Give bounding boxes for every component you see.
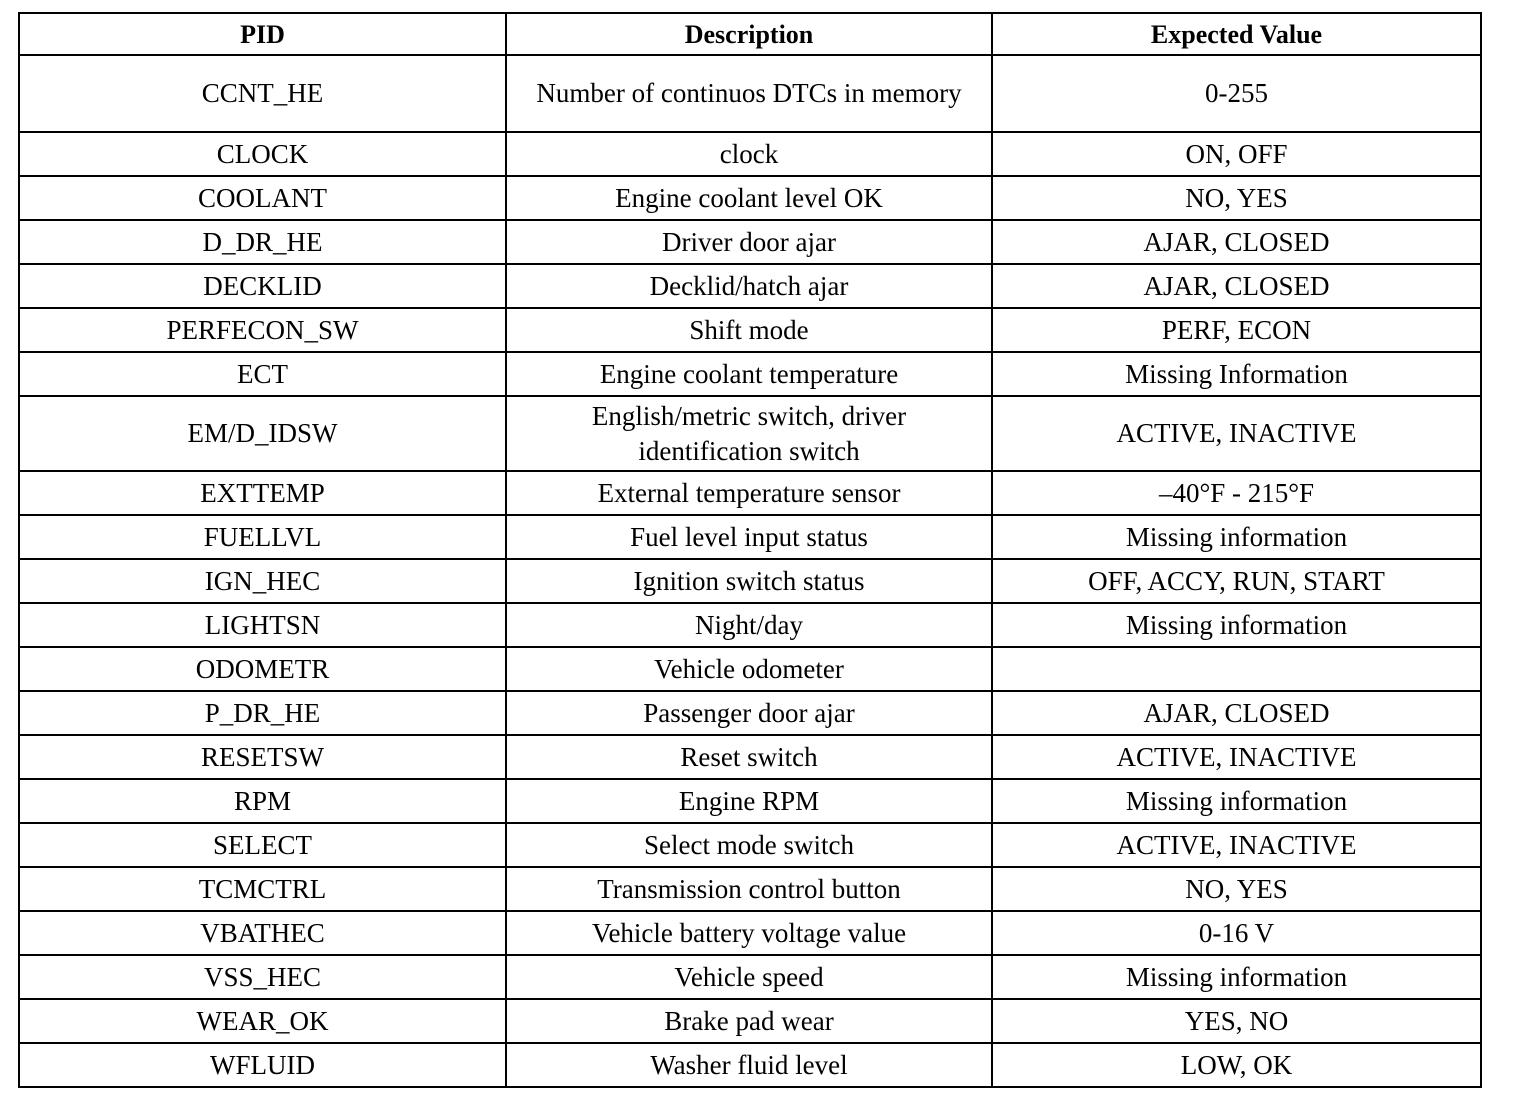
cell-pid: ECT [19, 352, 506, 396]
cell-description: Passenger door ajar [506, 691, 992, 735]
table-row [19, 823, 1481, 867]
cell-pid: FUELLVL [19, 515, 506, 559]
cell-description: Reset switch [506, 735, 992, 779]
cell-pid: PERFECON_SW [19, 308, 506, 352]
cell-expected-value: ACTIVE, INACTIVE [992, 823, 1481, 867]
header-row [19, 13, 1481, 55]
table-row [19, 603, 1481, 647]
table-row [19, 999, 1481, 1043]
header-description: Description [506, 13, 992, 55]
cell-expected-value: ACTIVE, INACTIVE [992, 396, 1481, 471]
table-row [19, 471, 1481, 515]
cell-expected-value: OFF, ACCY, RUN, START [992, 559, 1481, 603]
cell-expected-value: Missing information [992, 955, 1481, 999]
cell-pid: VBATHEC [19, 911, 506, 955]
cell-expected-value: ACTIVE, INACTIVE [992, 735, 1481, 779]
cell-description: Vehicle odometer [506, 647, 992, 691]
cell-description: External temperature sensor [506, 471, 992, 515]
cell-pid: ODOMETR [19, 647, 506, 691]
cell-pid: D_DR_HE [19, 220, 506, 264]
table-row [19, 132, 1481, 176]
pid-table [18, 12, 1482, 1088]
cell-description: Engine coolant level OK [506, 176, 992, 220]
table-body [19, 55, 1481, 1087]
cell-pid: CCNT_HE [19, 55, 506, 132]
cell-pid: SELECT [19, 823, 506, 867]
cell-description: Ignition switch status [506, 559, 992, 603]
header-expected-value: Expected Value [992, 13, 1481, 55]
cell-expected-value: LOW, OK [992, 1043, 1481, 1087]
table-row [19, 955, 1481, 999]
cell-pid: P_DR_HE [19, 691, 506, 735]
table-row [19, 779, 1481, 823]
cell-expected-value: Missing information [992, 515, 1481, 559]
table-row [19, 352, 1481, 396]
cell-description: Select mode switch [506, 823, 992, 867]
cell-description: English/metric switch, driver identification switch [506, 396, 992, 471]
cell-pid: COOLANT [19, 176, 506, 220]
cell-expected-value: 0-16 V [992, 911, 1481, 955]
cell-pid: VSS_HEC [19, 955, 506, 999]
cell-expected-value: Missing information [992, 603, 1481, 647]
cell-description: Decklid/hatch ajar [506, 264, 992, 308]
table-row [19, 867, 1481, 911]
cell-description: Night/day [506, 603, 992, 647]
table-row [19, 264, 1481, 308]
table-row [19, 559, 1481, 603]
cell-expected-value: PERF, ECON [992, 308, 1481, 352]
cell-pid: IGN_HEC [19, 559, 506, 603]
table-row [19, 515, 1481, 559]
cell-expected-value: –40°F - 215°F [992, 471, 1481, 515]
cell-description: Driver door ajar [506, 220, 992, 264]
cell-expected-value: NO, YES [992, 176, 1481, 220]
cell-pid: CLOCK [19, 132, 506, 176]
cell-description: Washer fluid level [506, 1043, 992, 1087]
cell-description: Number of continuos DTCs in memory [506, 55, 992, 132]
cell-expected-value: Missing information [992, 779, 1481, 823]
cell-expected-value: NO, YES [992, 867, 1481, 911]
table-row [19, 735, 1481, 779]
cell-description: Vehicle speed [506, 955, 992, 999]
cell-expected-value [992, 647, 1481, 691]
cell-description: Engine RPM [506, 779, 992, 823]
cell-expected-value: AJAR, CLOSED [992, 220, 1481, 264]
header-pid: PID [19, 13, 506, 55]
cell-expected-value: YES, NO [992, 999, 1481, 1043]
cell-pid: LIGHTSN [19, 603, 506, 647]
cell-expected-value: ON, OFF [992, 132, 1481, 176]
cell-description: Shift mode [506, 308, 992, 352]
table-row [19, 308, 1481, 352]
cell-pid: RESETSW [19, 735, 506, 779]
cell-pid: EM/D_IDSW [19, 396, 506, 471]
table-row [19, 911, 1481, 955]
cell-expected-value: AJAR, CLOSED [992, 691, 1481, 735]
cell-expected-value: Missing Information [992, 352, 1481, 396]
table-row [19, 1043, 1481, 1087]
table-row [19, 55, 1481, 132]
cell-pid: EXTTEMP [19, 471, 506, 515]
cell-pid: RPM [19, 779, 506, 823]
cell-pid: WFLUID [19, 1043, 506, 1087]
cell-description: clock [506, 132, 992, 176]
cell-description: Brake pad wear [506, 999, 992, 1043]
cell-expected-value: 0-255 [992, 55, 1481, 132]
table-row [19, 647, 1481, 691]
table-row [19, 396, 1481, 471]
cell-description: Engine coolant temperature [506, 352, 992, 396]
cell-expected-value: AJAR, CLOSED [992, 264, 1481, 308]
cell-description: Vehicle battery voltage value [506, 911, 992, 955]
cell-pid: WEAR_OK [19, 999, 506, 1043]
cell-description: Transmission control button [506, 867, 992, 911]
table-row [19, 691, 1481, 735]
cell-pid: DECKLID [19, 264, 506, 308]
table-row [19, 176, 1481, 220]
cell-pid: TCMCTRL [19, 867, 506, 911]
cell-description: Fuel level input status [506, 515, 992, 559]
table-row [19, 220, 1481, 264]
